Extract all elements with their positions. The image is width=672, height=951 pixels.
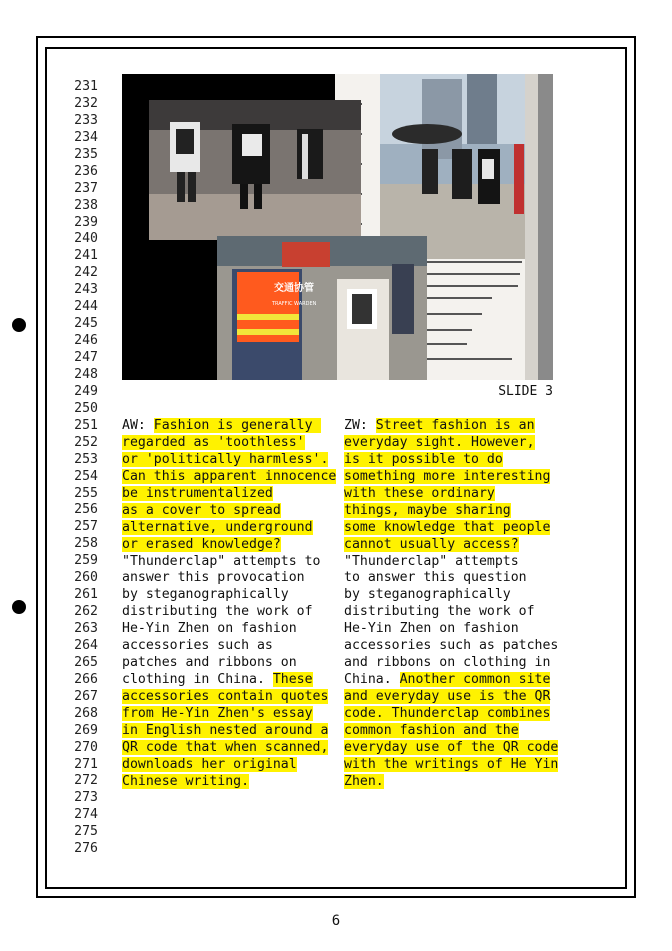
- text-line: [122, 554, 336, 571]
- text-line: [344, 672, 558, 689]
- text-line: [344, 452, 558, 469]
- highlighted-text: cannot usually access?: [344, 536, 519, 552]
- line-number: 237: [74, 180, 98, 196]
- text-segment: by steganographically: [344, 587, 511, 603]
- line-number: 273: [74, 790, 98, 806]
- text-segment: AW:: [122, 418, 154, 433]
- line-number: 253: [74, 451, 98, 467]
- highlighted-text: alternative, underground: [122, 519, 313, 535]
- line-number: 248: [74, 366, 98, 382]
- highlighted-text: be instrumentalized: [122, 485, 273, 501]
- line-number: 240: [74, 231, 98, 247]
- highlighted-text: common fashion and the: [344, 722, 519, 738]
- highlighted-text: or 'politically harmless'.: [122, 451, 329, 467]
- line-number: 276: [74, 841, 98, 857]
- line-number: 262: [74, 604, 98, 620]
- text-line: [344, 570, 558, 587]
- text-segment: by steganographically: [122, 587, 289, 603]
- street-photo: [380, 74, 525, 259]
- text-line: [122, 486, 336, 503]
- text-line: [344, 537, 558, 554]
- highlighted-text: These: [272, 672, 313, 688]
- highlighted-text: accessories contain quotes: [122, 689, 329, 704]
- right-column-zw: [344, 418, 558, 791]
- text-segment: "Thunderclap" attempts: [344, 553, 519, 569]
- text-line: [122, 587, 336, 604]
- highlighted-text: everyday use of the QR code: [344, 739, 559, 755]
- text-segment: accessories such as patches: [344, 638, 559, 654]
- text-line: [344, 486, 558, 503]
- highlighted-text: things, maybe sharing: [344, 502, 511, 518]
- highlighted-text: Zhen.: [344, 773, 384, 789]
- line-number: 234: [74, 129, 98, 145]
- line-number: 231: [74, 79, 98, 94]
- text-line: [122, 537, 336, 554]
- highlighted-text: with these ordinary: [344, 485, 495, 501]
- highlighted-text: is it possible to do: [344, 451, 503, 467]
- text-line: [344, 503, 558, 520]
- text-line: [344, 469, 558, 486]
- line-number: 267: [74, 688, 98, 704]
- highlighted-text: Fashion is generally: [153, 418, 321, 433]
- slide-image: [122, 74, 553, 380]
- text-line: [122, 570, 336, 587]
- highlighted-text: downloads her original: [122, 756, 297, 772]
- line-number: 272: [74, 773, 98, 789]
- text-line: [344, 435, 558, 452]
- text-segment: patches and ribbons on: [122, 655, 297, 671]
- text-line: [344, 723, 558, 740]
- text-line: [344, 587, 558, 604]
- text-line: [122, 672, 336, 689]
- highlighted-text: Street fashion is an: [375, 418, 535, 433]
- line-number: 242: [74, 265, 98, 281]
- line-number: 270: [74, 739, 98, 755]
- highlighted-text: and everyday use is the QR: [344, 689, 551, 704]
- line-number: 275: [74, 824, 98, 840]
- line-number: 239: [74, 214, 98, 230]
- line-number: 260: [74, 570, 98, 586]
- binder-hole: [12, 318, 26, 332]
- line-number: 250: [74, 400, 98, 416]
- text-segment: distributing the work of: [344, 604, 535, 620]
- line-number: 238: [74, 197, 98, 213]
- text-line: [122, 740, 336, 757]
- highlighted-text: code. Thunderclap combines: [344, 705, 551, 721]
- line-number: 232: [74, 95, 98, 111]
- highlighted-text: as a cover to spread: [122, 502, 281, 518]
- text-segment: clothing in China.: [122, 672, 273, 688]
- text-line: [122, 452, 336, 469]
- text-segment: He-Yin Zhen on fashion: [344, 621, 519, 637]
- highlighted-text: regarded as 'toothless': [122, 434, 305, 450]
- line-number: 245: [74, 316, 98, 332]
- text-line: [122, 435, 336, 452]
- text-segment: He-Yin Zhen on fashion: [122, 621, 297, 637]
- line-number: 257: [74, 519, 98, 535]
- text-line: [122, 774, 336, 791]
- text-segment: answer this provocation: [122, 570, 305, 586]
- line-number: 256: [74, 502, 98, 518]
- binder-hole: [12, 600, 26, 614]
- line-number: 269: [74, 722, 98, 738]
- line-number: 268: [74, 705, 98, 721]
- highlighted-text: with the writings of He Yin: [344, 756, 559, 772]
- line-number: 244: [74, 299, 98, 315]
- line-number: 264: [74, 637, 98, 653]
- text-line: [344, 554, 558, 571]
- highlighted-text: Another common site: [399, 672, 551, 688]
- subway-photo: [149, 100, 361, 240]
- line-number: 254: [74, 468, 98, 484]
- line-number: 266: [74, 671, 98, 687]
- text-line: [344, 774, 558, 791]
- text-line: [122, 503, 336, 520]
- text-line: [344, 604, 558, 621]
- page-number: 6: [331, 913, 341, 929]
- text-line: [122, 655, 336, 672]
- highlighted-text: or erased knowledge?: [122, 536, 281, 552]
- line-number: 255: [74, 485, 98, 501]
- highlighted-text: something more interesting: [344, 468, 551, 484]
- text-line: [122, 706, 336, 723]
- text-segment: "Thunderclap" attempts to: [122, 553, 321, 569]
- text-line: [122, 757, 336, 774]
- line-number: 271: [74, 756, 98, 772]
- text-line: [344, 689, 558, 706]
- line-number: 246: [74, 333, 98, 349]
- highlighted-text: in English nested around a: [122, 722, 329, 738]
- line-number: 241: [74, 248, 98, 264]
- highlighted-text: some knowledge that people: [344, 519, 551, 535]
- line-number: 274: [74, 807, 98, 823]
- text-line: [344, 621, 558, 638]
- left-column-aw: [122, 418, 336, 791]
- highlighted-text: from He-Yin Zhen's essay: [122, 705, 313, 721]
- line-number: 263: [74, 621, 98, 636]
- highlighted-text: everyday sight. However,: [344, 434, 535, 450]
- line-number: 243: [74, 282, 98, 298]
- line-number: 252: [74, 434, 98, 450]
- text-line: [344, 655, 558, 672]
- text-line: [344, 638, 558, 655]
- text-line: [344, 418, 558, 435]
- text-line: [344, 706, 558, 723]
- line-number: 261: [74, 587, 98, 603]
- line-number: 251: [74, 417, 98, 433]
- text-line: [344, 740, 558, 757]
- line-number: 259: [74, 553, 98, 569]
- text-segment: China.: [344, 672, 400, 688]
- text-line: [122, 638, 336, 655]
- text-segment: distributing the work of: [122, 604, 313, 620]
- line-number: 249: [74, 383, 98, 399]
- text-segment: ZW:: [344, 418, 376, 433]
- text-segment: to answer this question: [344, 570, 527, 586]
- text-line: [122, 520, 336, 537]
- text-line: [122, 418, 336, 435]
- text-segment: and ribbons on clothing in: [344, 655, 551, 671]
- line-number: 236: [74, 163, 98, 179]
- highlighted-text: Can this apparent innocence: [122, 468, 337, 484]
- text-line: [122, 689, 336, 706]
- line-number: 247: [74, 350, 98, 365]
- highlighted-text: QR code that when scanned,: [122, 739, 329, 755]
- text-line: [122, 604, 336, 621]
- line-number: 258: [74, 536, 98, 552]
- text-line: [122, 469, 336, 486]
- slide-collage: [122, 74, 553, 380]
- text-line: [122, 723, 336, 740]
- line-number: 235: [74, 146, 98, 162]
- slide-caption: SLIDE 3: [498, 384, 553, 399]
- vest-text: TRAFFIC WARDEN: [272, 301, 317, 307]
- line-numbers: [66, 79, 98, 858]
- text-line: [122, 621, 336, 638]
- line-number: 265: [74, 654, 98, 670]
- line-number: 233: [74, 112, 98, 128]
- text-segment: accessories such as: [122, 638, 273, 654]
- traffic-warden-photo: [217, 236, 427, 380]
- jacket-sign-text: 交通协管: [274, 283, 314, 294]
- text-line: [344, 520, 558, 537]
- text-line: [344, 757, 558, 774]
- highlighted-text: Chinese writing.: [122, 773, 250, 789]
